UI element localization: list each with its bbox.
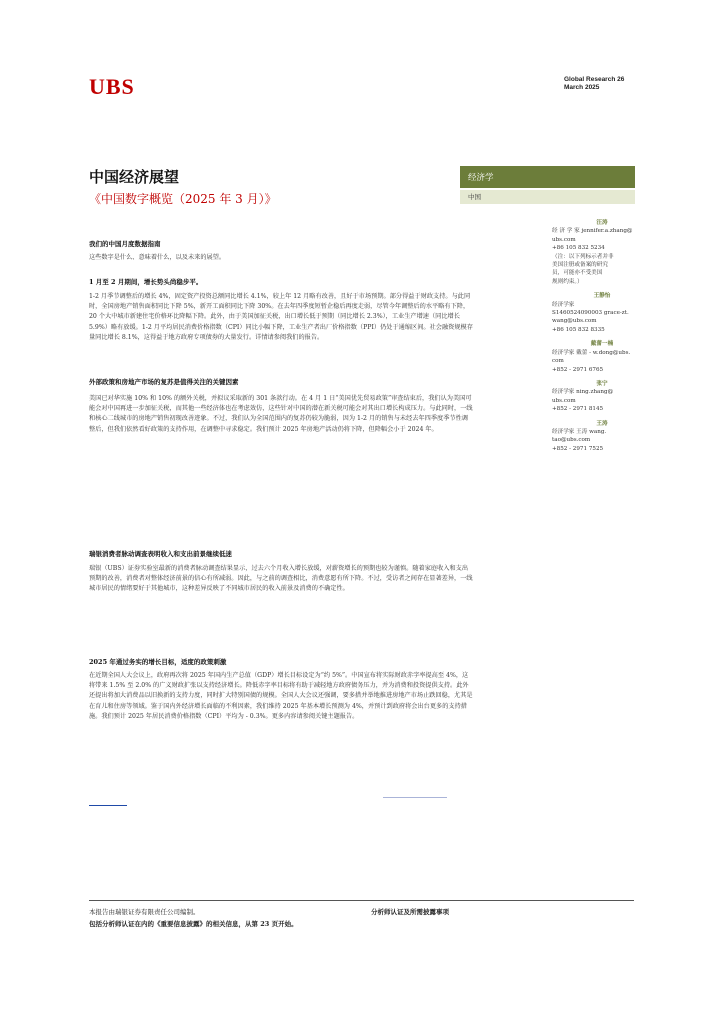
contact-line[interactable]: 经济学家 戴蕾 - w.dong@ubs. (552, 349, 631, 356)
analyst-name: 王涛 (596, 420, 608, 427)
contact-line: 规则约束。） (552, 278, 583, 285)
contact-line[interactable]: wang@ubs.com (552, 318, 597, 325)
contact-line: tao@ubs.com (552, 437, 591, 444)
footer-disclosures: 包括分析师认证在内的《重要信息披露》的相关信息，从第 23 页开始。 (89, 920, 298, 928)
analyst-contact (552, 292, 652, 334)
contact-line: 经济学家 (552, 301, 575, 308)
section-heading-growth: 1 月至 2 月期间，增长势头尚稳步平。 (89, 278, 203, 286)
sidebar-section-label: 经济学 (468, 173, 494, 183)
analyst-name: 戴蕾一楠 (590, 341, 614, 348)
section-body-consumer-survey: 瑞银（UBS）证券实验室最新的消费者脉动调查结果显示，过去六个月收入增长放缓，对薪资增长的预期也较为谨慎。随着家庭收入和支出预期的改善，消费者对整体经济前景的信心有所减弱。因此，与之前的调查相比，消费意愿有所下降。不过，受访者之间存在显著差异，一线城市居民的情绪要好于其他城市，这种差异反映了不同城市居民的收入前景及消费的不确定性。 (89, 565, 473, 593)
contact-line: 经 济 学 家 jennifer.a.zhang@ (552, 228, 633, 235)
contact-line: com (552, 358, 564, 365)
report-date: March 2025 (564, 84, 600, 91)
section-body-policy-property: 美国已对华实施 10% 和 10% 的额外关税，并拟议采取新的 301 条款行动。在 4 月 1 日“美国优先贸易政策”审查结束后，我们认为美国可能会对中国再进一步加征关税，而其他一些经济体也在考虑效仿，这些针对中国的潜在新关税可能会对其出口增长构成压力。与此同时，一线和核心二线城市的房地产销售初现改善迹象。不过，我们认为全国范围内的复苏仍较为脆弱，因为 1-2 月的销售与未经去年四季度季节性调整后，但我们依然看好政策的支持作用，在调整中寻求稳定。我们预计 2025 年房地产活动仍将下降，但降幅会小于 2024 年。 (89, 395, 473, 433)
section-body-data-guide: 这些数字是什么、意味着什么，以及未来的展望。 (89, 254, 226, 261)
analyst-contact (552, 340, 652, 374)
analyst-contact (552, 420, 652, 454)
section-body-growth: 1-2 月季节调整后的增长 4%，固定资产投资总额同比增长 4.1%，较上年 12 月略有改善，且好于市场预期。部分得益于财政支持。与此同时，全国房地产销售面积同比下降 5%，新开工面积同比下降 30%。在去年四季度短暂企稳后再度走弱，尽管今年调整后的水平略有下降，20 个大中城市新建住宅价格环比降幅下降。此外，由于美国加征关税，出口增长低于预期（同比增长 2.3%），工业生产增速（同比增长 5.9%）略有放缓。1-2 月平均居民消费价格指数（CPI）同比小幅下降，工业生产者出厂价格指数（PPI）仍处于通缩区间。社会融资规模存量同比增长 8.1%，这得益于地方政府专项债券的大量发行。详情请参阅我们的报告。 (89, 293, 473, 341)
analyst-contacts (552, 213, 652, 453)
page-title: 中国经济展望 (89, 168, 180, 186)
contact-line: +852 - 2971 6765 (552, 366, 604, 373)
analyst-name: 汪涛 (596, 220, 608, 226)
section-body-growth-target: 在近期全国人大会议上，政府再次将 2025 年国内生产总值（GDP）增长目标设定为“约 5%”。中国宣布将实际财政赤字率提高至 4%，这将带来 1.5% 至 2.0% 的广义财政扩张以支持经济增长。降低赤字率目标将有助于减轻地方政府债务压力，并为消费和投资提供支持。此外还提出将加大消费品以旧换新的支持力度，同时扩大特别国债的规模。全国人大会议还强调，要多措并举地推进房地产市场止跌回稳，尤其是在育儿和住房等领域。鉴于国内外经济增长面临的不利因素，我们维持 2025 年基本增长预测为 4%，并预计到政府将会出台更多的支持措施。我们预计 2025 年居民消费价格指数（CPI）平均为 - 0.3%。更多内容请参阅关键主题报告。 (89, 672, 473, 720)
contact-line: +852 - 2971 7525 (552, 445, 604, 452)
analyst-name: 张宁 (596, 380, 608, 387)
contact-line: +86 105 832 8335 (552, 326, 605, 333)
analyst-contact (552, 380, 652, 414)
report-series: Global Research 26 (564, 76, 625, 83)
ubs-logo: UBS (89, 74, 135, 99)
section-heading-data-guide: 我们的中国月度数据指南 (89, 240, 161, 248)
footer-divider (89, 900, 634, 901)
contact-line: S1460524090003 grace-zt. (552, 310, 629, 317)
contact-line[interactable]: ubs.com (552, 236, 576, 243)
contact-line: 美国注册或备案的研究 (552, 262, 608, 269)
contact-line: +86 105 832 5234 (552, 245, 605, 252)
contact-line: +852 - 2971 8145 (552, 406, 604, 413)
section-heading-consumer-survey: 瑞银消费者脉动调查表明收入和支出前景继续低迷 (89, 550, 232, 558)
sidebar-region-bar (460, 190, 635, 204)
sidebar-region-label: 中国 (468, 193, 481, 201)
contact-line: （注：以下列标示者并非 (552, 253, 614, 260)
sidebar-section-header (460, 166, 635, 188)
contact-line[interactable]: 经济学家 ning.zhang@ (552, 389, 614, 396)
section-heading-growth-target: 2025 年通过务实的增长目标，适度的政策刺激 (89, 658, 227, 666)
link-underline[interactable] (383, 797, 447, 798)
analyst-contact (552, 219, 652, 286)
footer-analyst-certification[interactable]: 分析师认证及所需披露事项 (371, 908, 449, 916)
analyst-name: 王静怡 (593, 293, 611, 300)
contact-line: ubs.com (552, 397, 576, 404)
header-meta (564, 76, 624, 92)
contact-line: 员，可能亦不受美国 (552, 270, 603, 277)
link-underline[interactable] (89, 805, 127, 806)
footer-preparer: 本报告由瑞银证券有限责任公司编制。 (89, 908, 200, 916)
page-subtitle: 《中国数字概览（2025 年 3 月）》 (89, 192, 277, 206)
section-heading-policy-property: 外部政策和房地产市场的复苏是值得关注的关键因素 (89, 378, 239, 386)
contact-line[interactable]: 经济学家 王涛 wang. (552, 428, 607, 435)
